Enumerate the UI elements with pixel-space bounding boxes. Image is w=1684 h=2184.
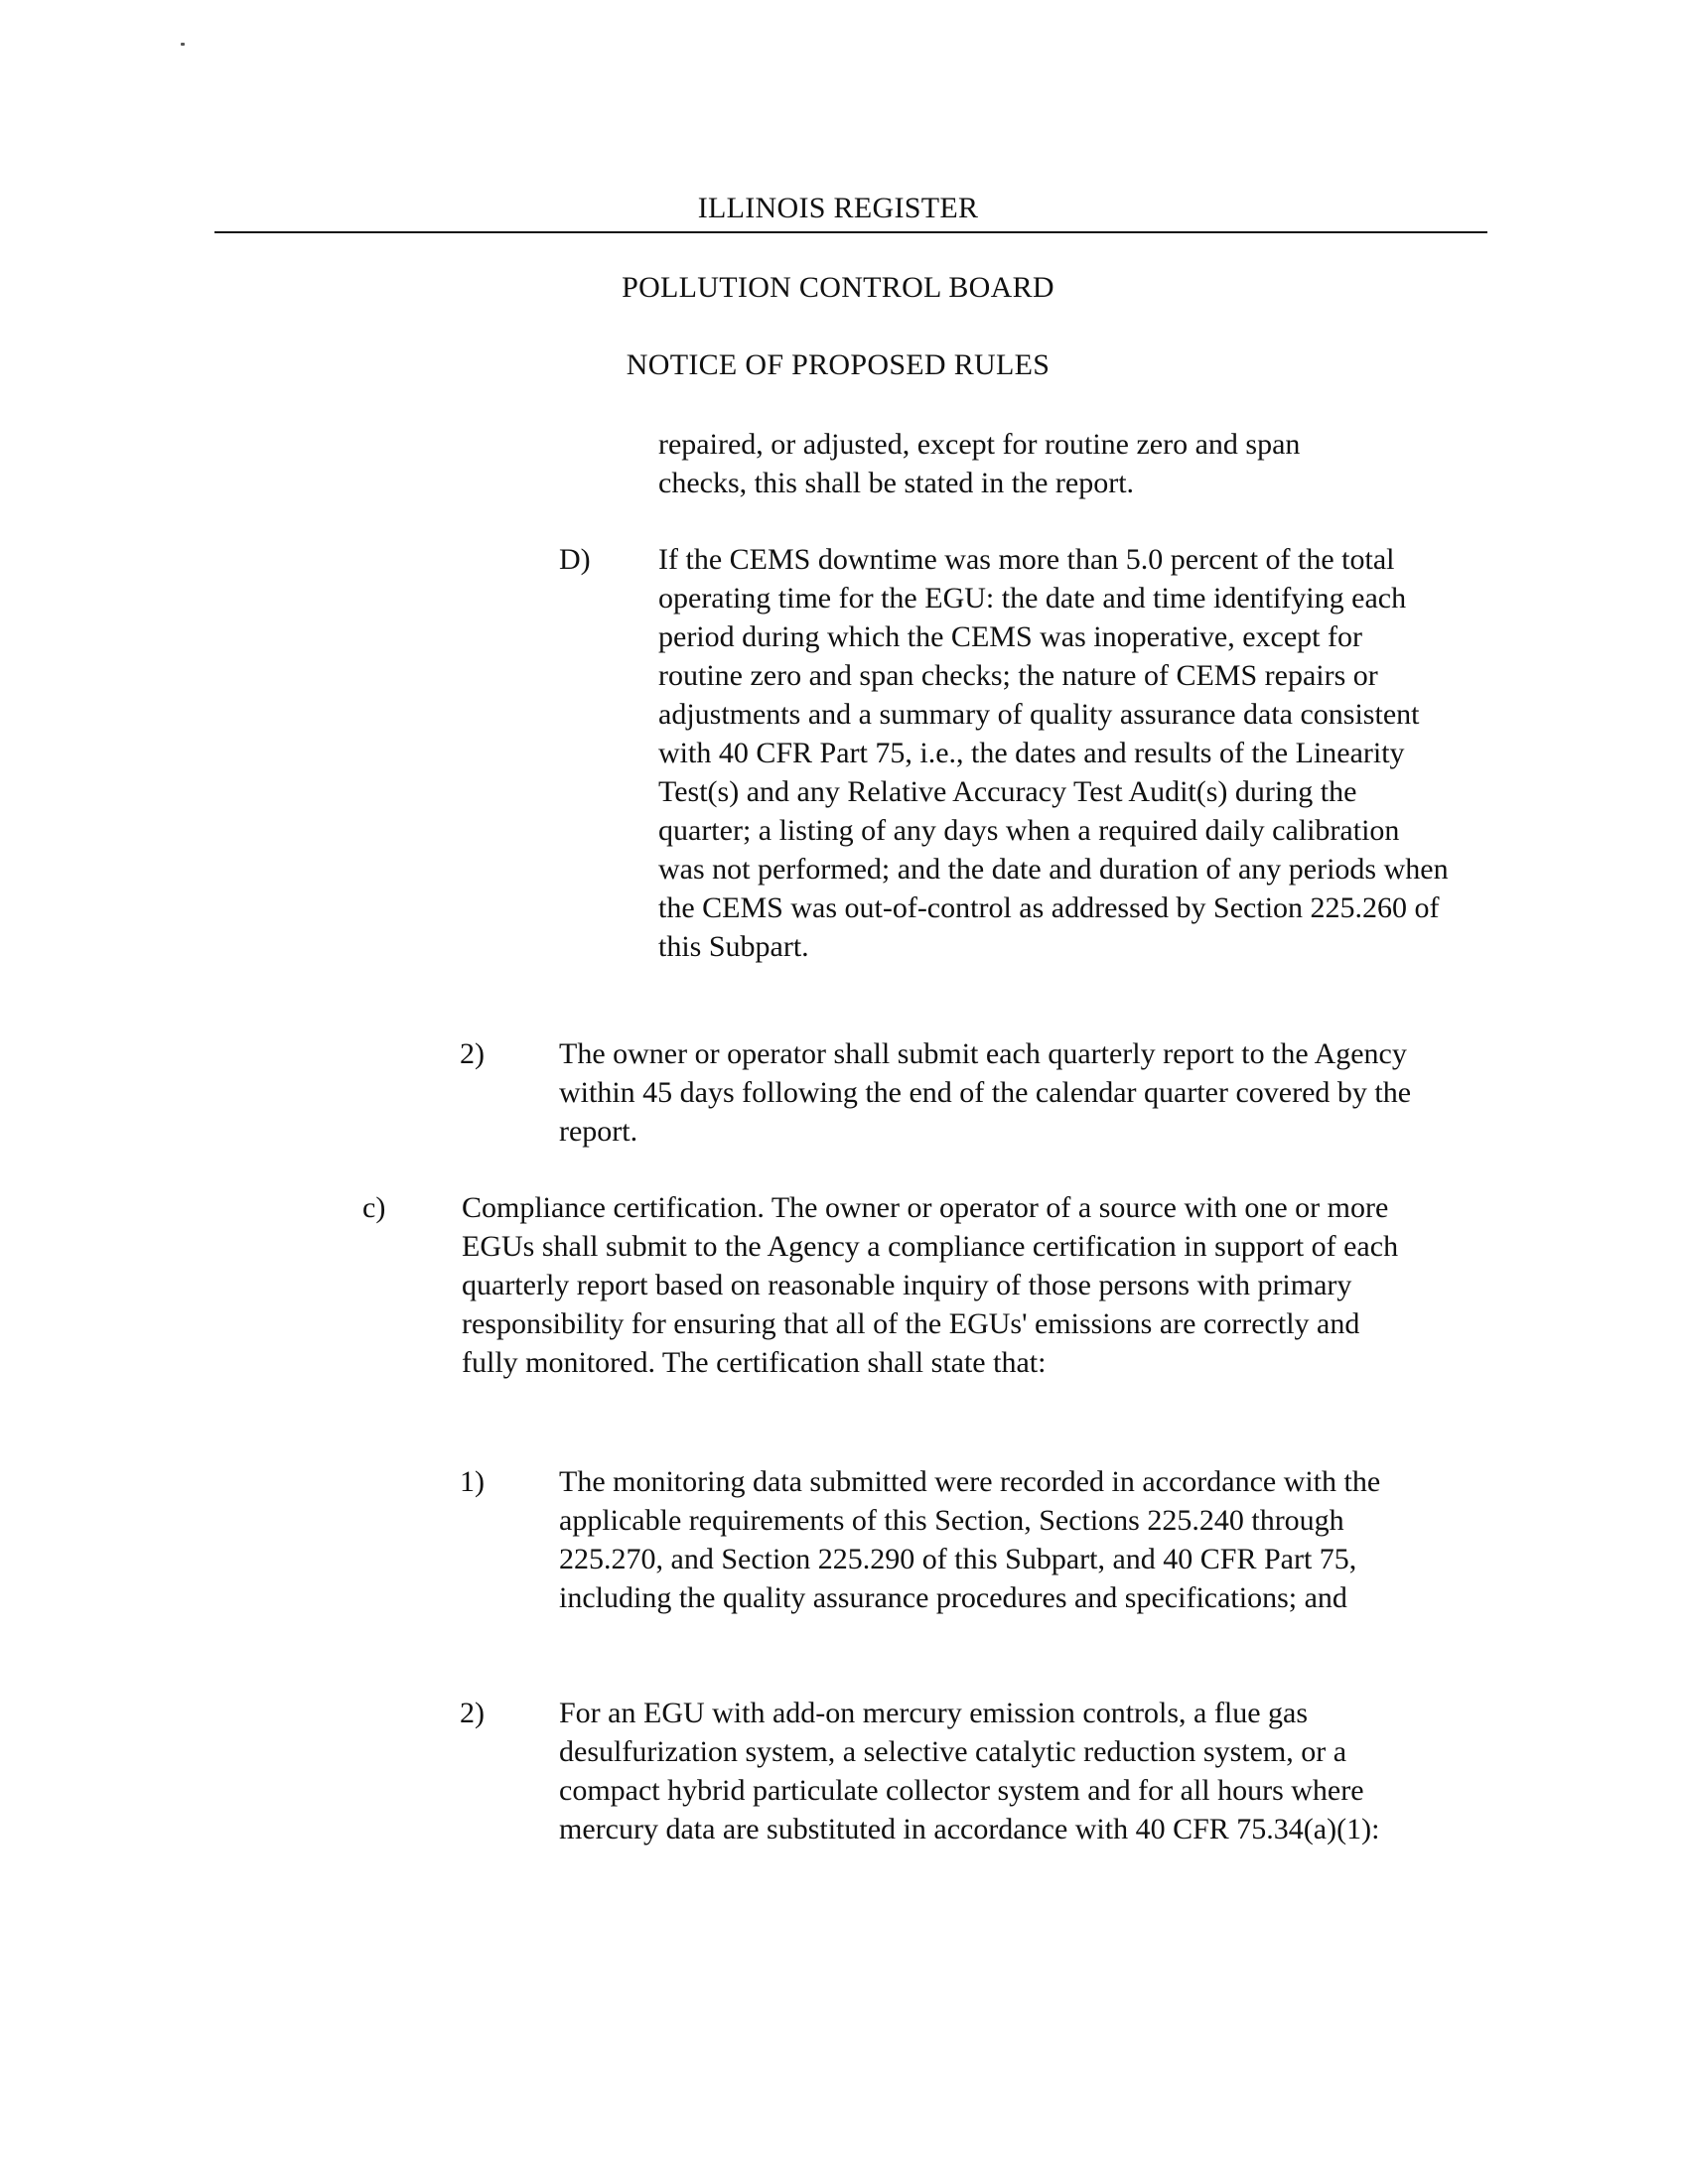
item-c2-text: For an EGU with add-on mercury emission controls, a flue gas desulfurization system, a selective catalytic reduction system, or a compact hybrid particulate collector system and for all hours where mercury data are substituted in accordance with 40 CFR 75.34(a)(1):: [559, 1697, 1380, 1845]
item-2-report-text: The owner or operator shall submit each quarterly report to the Agency within 45 days following the end of the calendar quarter covered by the report.: [559, 1037, 1412, 1148]
item-d-text: If the CEMS downtime was more than 5.0 percent of the total operating time for the EGU: the date and time identifying each period during which the CEMS was inoperative, except for routine zero and span checks; the nature of CEMS repairs or adjustments and a summary of quality assurance data consistent with 40 CFR Part 75, i.e., the dates and results of the Linearity Test(s) and any Relative Accuracy Test Audit(s) during the quarter; a listing of any days when a required daily calibration was not performed; and the date and duration of any periods when the CEMS was out-of-control as addressed by Section 225.260 of this Subpart.: [658, 543, 1449, 963]
notice-title: NOTICE OF PROPOSED RULES: [626, 348, 1051, 381]
header-rule: [214, 231, 1487, 233]
scan-speck: [181, 43, 185, 46]
register-title: ILLINOIS REGISTER: [697, 192, 979, 224]
item-c1-text: The monitoring data submitted were recorded in accordance with the applicable requirements of this Section, Sections 225.240 through 225.270, and Section 225.290 of this Subpart, and 40 CFR Part 75, including the quality assurance procedures and specifications; and: [559, 1465, 1381, 1614]
item-c2-label: 2): [460, 1697, 485, 1729]
item-2-report-label: 2): [460, 1037, 485, 1070]
item-c-label: c): [362, 1191, 386, 1224]
board-name: POLLUTION CONTROL BOARD: [622, 271, 1054, 304]
continuation-paragraph: repaired, or adjusted, except for routine zero and span checks, this shall be stated in the report.: [658, 428, 1301, 499]
item-d-label: D): [559, 543, 591, 576]
item-c-text: Compliance certification. The owner or operator of a source with one or more EGUs shall submit to the Agency a compliance certification in support of each quarterly report based on reasonable inquiry of those persons with primary responsibility for ensuring that all of the EGUs' emissions are correctly and fully monitored. The certification shall state that:: [462, 1191, 1399, 1379]
item-c1-label: 1): [460, 1465, 485, 1498]
